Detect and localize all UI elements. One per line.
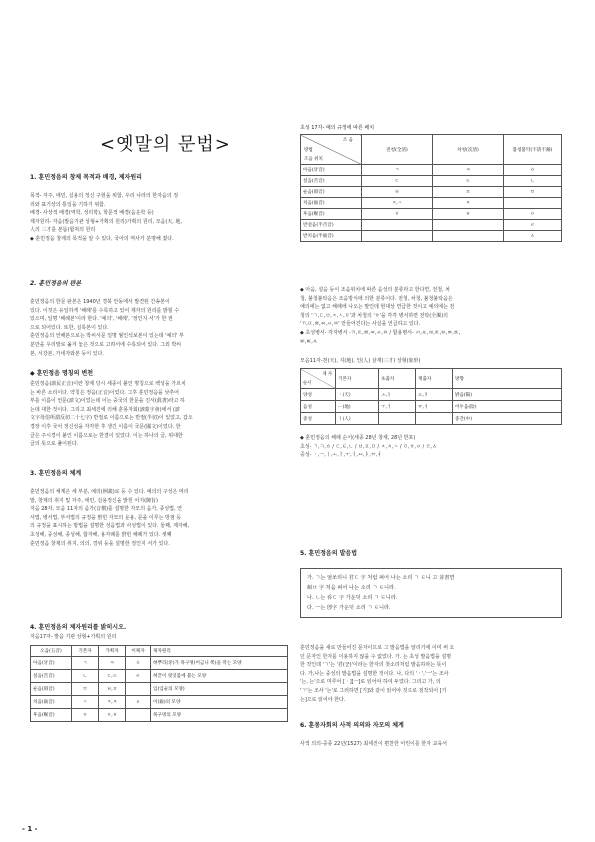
table-cell: ㆆ xyxy=(362,209,433,220)
section-5-heading: 4. 훈민정음의 제자원리를 밝히시오. xyxy=(30,624,127,631)
section-4-body xyxy=(30,488,288,548)
diagonal-header-cell xyxy=(301,369,336,389)
text-line: ㅴ,ㅵ,ㅻ xyxy=(300,338,318,345)
table-row xyxy=(301,165,562,176)
table-cell: ㄱ xyxy=(72,657,99,670)
table-header: 기본자 xyxy=(336,369,379,389)
table-cell: 후음(喉音) xyxy=(31,709,72,722)
table-cell xyxy=(504,198,562,209)
text-line: 훈민정음의 체계은 세 부분, 예의(例義)로 등 수 있다. 예의의 구성은 머리 xyxy=(30,489,189,495)
text-line: 으로 되어있다. 또한, 실록본이 있다. xyxy=(30,324,109,331)
text-line: ◆ 아음, 설음 등이 조음위치에 따른 음성의 분류라고 한다면, 전청, 차 xyxy=(300,287,451,293)
table-cell: 목구멍의 모양 xyxy=(151,709,288,722)
text-line: 한 것인데 'ㄱ'는 '君(군)'이라는 한자의 첫소리처럼 발음하라는 뜻이 xyxy=(300,662,447,669)
page-number: - 1 - xyxy=(22,825,38,833)
text-line: 文字母俗所謂反切二十七字) 반절로 이름으로는 반절(半切)이 있었고, 갑오 xyxy=(30,415,193,422)
table-cell: ㄱ xyxy=(362,165,433,176)
table-row xyxy=(301,389,562,401)
table-header: 전청(全淸) xyxy=(362,135,433,165)
table-header: 가획자 xyxy=(99,646,126,657)
table-row xyxy=(31,709,288,722)
right-paragraph-2 xyxy=(300,357,562,366)
table-cell xyxy=(126,683,151,696)
table-2-caption: 초성 17자- 예의 규정에 따른 배치 xyxy=(300,125,375,131)
section-6-heading: 5. 훈민정음의 발음법 xyxy=(300,550,358,557)
text-line: 훈민정음을 새로 만들어진 문자이므로 그 발음법을 알리기에 이미 써 오 xyxy=(300,645,455,651)
text-line: 배경- 사상적 배경(역학, 성리학), 학문적 배경(음운학 등) xyxy=(30,210,154,217)
text-line: 'ㄲ,ㄸ,ㅃ,ㅉ,ㅆ,ㆅ' 만들어진다는 사실을 언급하고 있다. xyxy=(300,321,421,328)
table-row xyxy=(301,220,562,231)
table-cell xyxy=(362,220,433,231)
table-cell: 순음(脣音) xyxy=(301,187,362,198)
diag-label: 조음 위치 xyxy=(304,157,323,162)
section-1-heading: 1. 훈민정음의 창제 목적과 배경, 제자원리 xyxy=(30,174,142,181)
table-cell: ㅎ xyxy=(433,209,504,220)
table-cell: 양성 xyxy=(301,389,336,401)
table-cell: ㅌ xyxy=(433,176,504,187)
table-cell: ㅇ xyxy=(72,709,99,722)
table-row xyxy=(301,209,562,220)
text-line: 본, 서강본, 가네자와본 등이 있다. xyxy=(30,350,104,357)
consonant-origin-table xyxy=(30,645,288,722)
text-line: 있다. 이것은 유일하게 '해례'를 수록하고 있어 제자의 원리를 밝힐 수 xyxy=(30,307,180,314)
table-cell: ㅿ xyxy=(504,231,562,242)
section-2-body xyxy=(30,298,288,358)
table-cell: 음성 xyxy=(301,401,336,413)
initial-consonant-table xyxy=(300,134,562,242)
table-cell: ㅋ xyxy=(99,657,126,670)
table-cell: 순음(脣音) xyxy=(31,683,72,696)
text-line: 경장 이후 국어 정신성을 자각한 후 생긴 이름이 국문(國文)이었다. 한 xyxy=(30,423,181,430)
text-line: ◆ 훈민정음 창제의 목적을 알 수 있다, 국어의 역사가 분명해 졌다. xyxy=(30,235,174,242)
text-line: 제자원리- 자음(발음기관 상형+가획의 원리)가획의 원리, 모음(天, 地, xyxy=(30,218,183,225)
table-row xyxy=(301,231,562,242)
text-line: 'ㄱ'는 조사 '는'로 그러하면 [기]와 같이 읽어야 것으로 짐작되어 [기 xyxy=(300,687,447,694)
table-row xyxy=(301,187,562,198)
text-line: 다. 가,나는 중성의 발음법을 설명한 것이다. 나, 다의 'ㆍ','ㅡ'는 조사 xyxy=(300,670,449,677)
table-cell: 이(齒)의 모양 xyxy=(151,696,288,709)
table-cell: 후음(喉音) xyxy=(301,209,362,220)
table-cell: ㅇ xyxy=(504,209,562,220)
text-line: 던 문자인 한자를 이용하지 않을 수 없었다. 가. 는 초성 발음법을 설명 xyxy=(300,653,452,660)
table-cell xyxy=(126,709,151,722)
table-cell: ㅜ,ㅓ xyxy=(379,401,416,413)
text-line: 훈민정음(訓民正音)이란 창제 당시 세종이 붙인 명칭으로 백성을 가르치 xyxy=(30,381,186,387)
text-line: 서법, 병서법, 부서법의 규정을 밝힌 자모의 운용, 문을 이루는 방점 등 xyxy=(30,514,182,521)
text-line: 부를 이름이 언문(諺文)이었는데 이는 중국의 한문을 진서(眞書)라고 하 xyxy=(30,398,185,405)
table-header: 초출자 xyxy=(379,369,416,389)
text-line: 모음11자-천(天), 지(地), 인(人) 삼재(三才) 상형(象形) xyxy=(300,358,421,364)
text-line: '는, 는'으로 미루어 [ㆍ][ㅡ]로 읽어야 하여 두었다. 그리고 가, 의 xyxy=(300,679,441,686)
table-cell xyxy=(416,413,453,425)
text-line: 虯ㅂ 字 처음 펴어 나는 소리 ㄱ ㅌ니라. xyxy=(307,585,396,591)
text-line: 있으며, 일명 '해례본'이라 한다. '예의', '해례', '정인지 서'가 한 권 xyxy=(30,316,173,323)
text-line: 는데 대한 것이다. 그리고 최세진에 의해 훈몽자회(訓蒙字會)에서 (諺 xyxy=(30,406,180,413)
table-cell: ㆍ(天) xyxy=(336,389,379,401)
right-paragraph-1 xyxy=(300,286,562,346)
example-box-text xyxy=(307,573,557,613)
table-header: 차청(次淸) xyxy=(433,135,504,165)
diagonal-header-cell xyxy=(301,135,362,165)
table-cell: 설음(舌音) xyxy=(31,670,72,683)
text-line: 예의에는 없고 해례에 나오는 말인데 현대상 연급한 것이고 예의에는 전 xyxy=(300,304,455,311)
table-cell: ㅍ xyxy=(433,187,504,198)
text-line: 청, 불청불탁음은 조음방식에 의한 분류이다. 전청, 차청, 불청불탁음은 xyxy=(300,295,453,302)
text-line: 자음17자- 발음 기관 상형+가획의 원리 xyxy=(30,634,117,640)
table-cell: ㅡ(地) xyxy=(336,401,379,413)
text-line: 훈민정음의 한문 판본은 1940년 경북 안동에서 발견된 간송본이 xyxy=(30,299,170,305)
table-header: 이체자 xyxy=(126,646,151,657)
text-line: 훈민정음 창제의 취지, 의의, 경위 등을 설명한 정인지 서가 있다. xyxy=(30,540,170,547)
table-cell: 아음(牙音) xyxy=(31,657,72,670)
table-header: 방향 xyxy=(453,369,562,389)
table-row xyxy=(301,176,562,187)
table-cell: ㅅ xyxy=(72,696,99,709)
diag-label: 순서 xyxy=(303,381,312,386)
table-cell: ㅈ,ㅊ xyxy=(99,696,126,709)
diag-label: 방법 xyxy=(304,148,313,153)
text-line: 초성- ㄱ,ㅋ,ㆁ / ㄷ,ㅌ,ㄴ / ㅂ,ㅍ,ㅁ / ㅈ,ㅊ,ㅅ / ㆆ,ㅎ,ㅇ / ㄹ,ㅿ xyxy=(300,443,437,450)
text-line: 사적 의의-중종 22년(1527) 최세진이 편찬한 어린이를 한자 교육서 xyxy=(300,741,448,747)
diag-label: 조 음 xyxy=(342,138,353,143)
table-cell: 밝음(陽) xyxy=(453,389,562,401)
table-row xyxy=(31,696,288,709)
text-line: 가. ㄱ는 엄쏘리니 君ㄷ 字 처럼 펴어 나는 소리 ㄱ ㅌ니 고 並書면 xyxy=(307,575,455,581)
right-paragraph-5 xyxy=(300,740,562,749)
text-line: 人의 三才를 본뜸)합쳐의 원리 xyxy=(30,227,96,234)
table-cell: ㅗ,ㅏ xyxy=(379,389,416,401)
example-box xyxy=(300,568,562,618)
table-cell: ㅿ xyxy=(126,696,151,709)
table-header: 오음(五音) xyxy=(31,646,72,657)
table-cell: ㄷ xyxy=(362,176,433,187)
text-line: 목적- 자주, 애민, 실용의 정신 구현을 위함, 우리 나라의 한자음의 정 xyxy=(30,193,179,199)
section-7-heading: 6. 훈몽자회의 사적 의의와 자모의 체계 xyxy=(300,722,404,729)
text-line: 의 규정을 표시하는 방법을 설명한 성음법과 사성법이 있다. 둘째, 제자해, xyxy=(30,523,190,530)
text-line: 는]으로 읽어야 한다. xyxy=(300,696,346,703)
section-3-body xyxy=(30,380,288,449)
table-cell: ㄹ xyxy=(504,220,562,231)
text-line: 분만을 우리말로 옮겨 놓은 것으로 고려서에 수록되어 있다. 그외 박씨 xyxy=(30,341,182,348)
text-line: 리와 표기상의 통일을 기하기 위함. xyxy=(30,201,106,208)
section-3-heading: ◆ 훈민정음 명칭의 변천 xyxy=(30,370,94,377)
table-cell: ㅣ(人) xyxy=(336,413,379,425)
table-cell: 아음(牙音) xyxy=(301,165,362,176)
table-cell: 혀뿌리(牙)가 목구멍(어금니 쪽)을 막는 모양 xyxy=(151,657,288,670)
right-paragraph-4 xyxy=(300,644,562,704)
table-cell: ㄴ xyxy=(72,670,99,683)
table-cell: ㅂ,ㅍ xyxy=(99,683,126,696)
section-2-heading: 2. 훈민정음의 판본 xyxy=(30,280,82,287)
table-cell: 반설음(半舌音) xyxy=(301,220,362,231)
table-cell: ㅋ xyxy=(433,165,504,176)
table-cell: 중성 xyxy=(301,413,336,425)
table-cell: ㆆ,ㅎ xyxy=(99,709,126,722)
table-cell: ㆁ xyxy=(126,657,151,670)
table-cell: ㆁ xyxy=(504,165,562,176)
text-line: 글은 주시경이 붙인 이름으로는 한결이 있었다. 이는 하나의 글, 위대한 xyxy=(30,432,183,439)
text-line: 는 바른 소리이다. 약칭은 정음(正音)이었다. 그후 훈민정음을 낮추어 xyxy=(30,389,179,396)
table-cell: ㅁ xyxy=(504,187,562,198)
table-cell: 입(입술의 모양) xyxy=(151,683,288,696)
text-line: 자음 28자, 모음 11자의 음가(音價)를 설명한 자모의 음가, 종성법, 연 xyxy=(30,506,182,513)
section-1-body xyxy=(30,192,288,244)
text-line: 글의 뜻으로 풀이된다. xyxy=(30,441,79,448)
table-header: 기본자 xyxy=(72,646,99,657)
table-row xyxy=(31,683,288,696)
table-cell: ㅂ xyxy=(362,187,433,198)
table-cell: 혀끝이 윗잇몸에 붙는 모양 xyxy=(151,670,288,683)
table-cell: ㅛ,ㅑ xyxy=(416,389,453,401)
table-row xyxy=(31,657,288,670)
table-cell: 어두움(陰) xyxy=(453,401,562,413)
table-cell: ㅁ xyxy=(72,683,99,696)
table-cell: 중간(中) xyxy=(453,413,562,425)
table-cell: 반치음(半齒音) xyxy=(301,231,362,242)
table-cell xyxy=(433,231,504,242)
right-paragraph-3 xyxy=(300,434,562,460)
table-cell: 치음(齒音) xyxy=(301,198,362,209)
table-cell: ㅠ,ㅕ xyxy=(416,401,453,413)
table-cell: ㄴ xyxy=(504,176,562,187)
text-line: ◆ 초성병서- 각자병서 -ㄲ,ㄸ,ㅃ,ㅉ,ㅆ,ㆅ / 합용병서- ㅺ,ㅼ,ㅽ,ㅳ,ㅄ,ㅶ,ㅷ, xyxy=(300,329,461,336)
table-cell xyxy=(362,231,433,242)
table-header: 제자원리 xyxy=(151,646,288,657)
section-4-heading: 3. 훈민정음의 체계 xyxy=(30,470,82,477)
page-title: <옛말의 문법> xyxy=(100,134,231,155)
text-line: 중성- ㆍ,ㅡ,ㅣ,ㅗ,ㅏ,ㅜ,ㅓ,ㅛ,ㅑ,ㅠ,ㅕ xyxy=(300,452,383,459)
table-cell: ㅊ xyxy=(433,198,504,209)
table-row xyxy=(301,413,562,425)
table-header: 재출자 xyxy=(416,369,453,389)
text-line: 나. ㄴ는 呑ㄷ 字 가운딧 소리 ㄱ ㅌ니라. xyxy=(307,595,398,601)
table-cell: 치음(齒音) xyxy=(31,696,72,709)
text-line: ◆ 훈민정음의 해례 순서(세종 28년 창제, 28년 반포) xyxy=(300,435,416,441)
text-line: 초성해, 중성해, 종성해, 합자해, 용자례를 밝힌 해례가 있다. 셋째 xyxy=(30,531,172,538)
table-header: 불청불탁(不淸不濁) xyxy=(504,135,562,165)
table-row xyxy=(301,401,562,413)
vowel-table xyxy=(300,368,562,425)
table-row xyxy=(301,198,562,209)
table-cell xyxy=(433,220,504,231)
text-line: 청의 'ㄱ,ㄷ,ㅂ,ㅈ,ㅅ,ㆆ'과 차청의 'ㅎ'을 각각 병서하면 전탁(全濁)의 xyxy=(300,312,448,319)
table-cell: ㄹ xyxy=(126,670,151,683)
text-line: 말, 창제의 취지 및 자주, 애민, 실용정신을 밝힌 어지(御旨) xyxy=(30,497,158,504)
diag-label: 제 자 xyxy=(322,372,332,377)
table-cell: ㄷ,ㅌ xyxy=(99,670,126,683)
text-line: 다. ㅡ는 卽字 가운딧 소리 ㄱ ㅌ니라. xyxy=(307,605,391,611)
table-cell xyxy=(379,413,416,425)
text-line: 훈민정음의 언해본으로는 박씨서문 일명 월인석보본이 있는데 '예의' 부 xyxy=(30,333,184,340)
section-5-sub xyxy=(30,633,288,642)
table-cell: ㅈ,ㅅ xyxy=(362,198,433,209)
table-cell: 설음(舌音) xyxy=(301,176,362,187)
table-row xyxy=(31,670,288,683)
